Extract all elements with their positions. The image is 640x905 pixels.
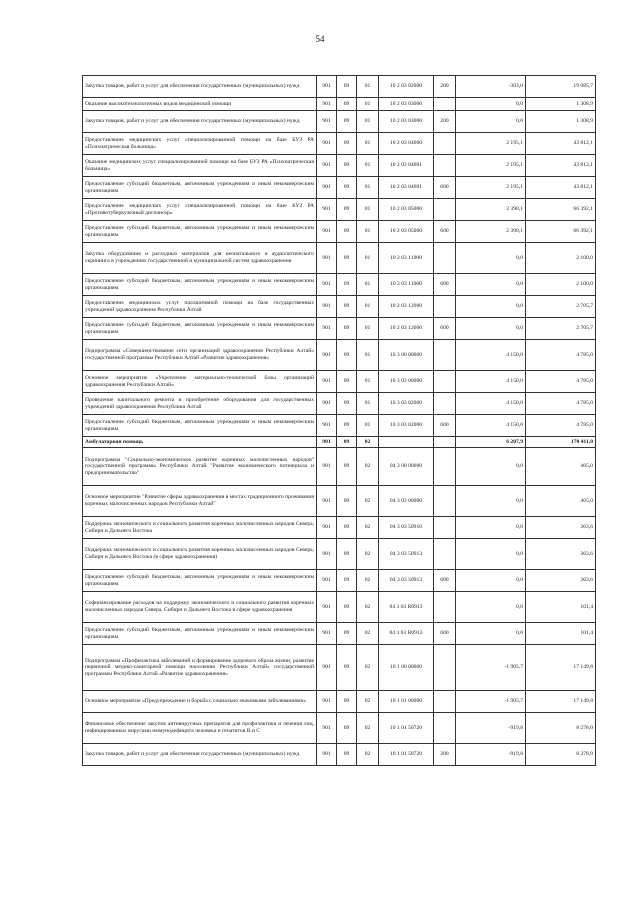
section-code: 09 [337, 713, 357, 744]
expense-type-code: 600 [434, 623, 456, 645]
item-name: Основное мероприятие "Развитие сферы здравоохранения в местах традиционного проживания коренных малочисленных народов Республики Алтай" [83, 486, 317, 517]
target-article-code: 10 2 03 04000 [379, 133, 434, 155]
subsection-code: 01 [357, 133, 379, 155]
item-name: Предоставление субсидий бюджетным, автономным учреждениям и иным некоммерческим организациям [83, 623, 317, 645]
total-amount: 66 392,1 [526, 221, 596, 243]
subsection-code: 01 [357, 296, 379, 318]
item-name: Проведение капитального ремонта и приобретение оборудования для государственных учреждений здравоохранения Республики Алтай [83, 393, 317, 415]
expense-type-code [434, 371, 456, 393]
grbs-code: 901 [317, 76, 337, 98]
expense-type-code: 200 [434, 744, 456, 766]
table-body [83, 76, 596, 766]
section-code: 09 [337, 517, 357, 539]
item-name: Амбулаторная помощь [83, 437, 317, 448]
item-name: Подпрограмма «Профилактика заболеваний и формирование здорового образа жизни, развитие первичной медико-санитарной помощи населению Республики Алтай» государственной программы Республики Алтай «Развитие здравоохранения» [83, 645, 317, 691]
grbs-code: 901 [317, 371, 337, 393]
grbs-code: 901 [317, 691, 337, 713]
grbs-code: 901 [317, 486, 337, 517]
expense-type-code: 600 [434, 177, 456, 199]
table-row [83, 155, 596, 177]
subsection-code: 01 [357, 111, 379, 133]
table-row [83, 645, 596, 691]
expense-type-code: 200 [434, 76, 456, 98]
target-article-code: 10 2 03 12000 [379, 318, 434, 340]
table-row [83, 691, 596, 713]
grbs-code: 901 [317, 199, 337, 221]
section-code: 09 [337, 645, 357, 691]
total-amount: 2 705,7 [526, 296, 596, 318]
table-row [83, 318, 596, 340]
subsection-code: 02 [357, 448, 379, 486]
change-amount: -303,0 [456, 76, 526, 98]
total-amount: 4 785,0 [526, 371, 596, 393]
section-code: 09 [337, 155, 357, 177]
total-amount: 4 785,0 [526, 340, 596, 371]
item-name: Предоставление субсидий бюджетным, автономным учреждениям и иным некоммерческим организациям [83, 221, 317, 243]
subsection-code: 01 [357, 274, 379, 296]
target-article-code: 10 2 03 11000 [379, 274, 434, 296]
target-article-code: 10 2 03 02000 [379, 76, 434, 98]
subsection-code: 02 [357, 539, 379, 570]
total-amount: 363,6 [526, 539, 596, 570]
expense-type-code [434, 98, 456, 111]
grbs-code: 901 [317, 744, 337, 766]
section-code: 09 [337, 133, 357, 155]
item-name: Предоставление субсидий бюджетным, автономным учреждениям и иным некоммерческим организациям [83, 318, 317, 340]
table-row [83, 340, 596, 371]
expense-type-code: 600 [434, 221, 456, 243]
change-amount: 0,0 [456, 517, 526, 539]
grbs-code: 901 [317, 570, 337, 592]
grbs-code: 901 [317, 415, 337, 437]
expense-type-code [434, 133, 456, 155]
table-row [83, 713, 596, 744]
total-amount: 8 278,0 [526, 713, 596, 744]
subsection-code: 01 [357, 243, 379, 274]
change-amount: -1 905,7 [456, 691, 526, 713]
target-article-code: 10 2 03 04001 [379, 155, 434, 177]
grbs-code: 901 [317, 592, 337, 623]
total-amount: 2 705,7 [526, 318, 596, 340]
subsection-code: 01 [357, 371, 379, 393]
subsection-code: 01 [357, 199, 379, 221]
subsection-code: 01 [357, 340, 379, 371]
table-row [83, 371, 596, 393]
change-amount: 2 390,1 [456, 199, 526, 221]
change-amount: -919,8 [456, 744, 526, 766]
change-amount: 0,0 [456, 592, 526, 623]
page-number: 54 [315, 34, 325, 44]
total-amount: 465,0 [526, 448, 596, 486]
subsection-code: 01 [357, 98, 379, 111]
grbs-code: 901 [317, 448, 337, 486]
table-row [83, 744, 596, 766]
total-amount: 1 308,9 [526, 111, 596, 133]
subsection-code: 01 [357, 76, 379, 98]
change-amount: 2 390,1 [456, 221, 526, 243]
table-row [83, 76, 596, 98]
table-row [83, 448, 596, 486]
section-code: 09 [337, 539, 357, 570]
expense-type-code [434, 243, 456, 274]
grbs-code: 901 [317, 645, 337, 691]
expense-type-code [434, 393, 456, 415]
grbs-code: 901 [317, 318, 337, 340]
grbs-code: 901 [317, 98, 337, 111]
total-amount: 8 278,0 [526, 744, 596, 766]
target-article-code: 10 3 03 02000 [379, 393, 434, 415]
section-code: 09 [337, 415, 357, 437]
expense-type-code [434, 296, 456, 318]
expense-type-code [434, 713, 456, 744]
grbs-code: 901 [317, 623, 337, 645]
item-name: Предоставление субсидий бюджетным, автономным учреждениям и иным некоммерческим организациям [83, 274, 317, 296]
item-name: Оказание медицинских услуг специализированной помощи на базе БУЗ РА «Психиатрическая больница» [83, 155, 317, 177]
section-code: 09 [337, 274, 357, 296]
section-code: 09 [337, 691, 357, 713]
section-code: 09 [337, 744, 357, 766]
grbs-code: 901 [317, 133, 337, 155]
budget-table [82, 75, 596, 766]
subsection-code: 02 [357, 691, 379, 713]
table-row [83, 177, 596, 199]
expense-type-code: 600 [434, 318, 456, 340]
change-amount: 0,0 [456, 448, 526, 486]
change-amount: -919,8 [456, 713, 526, 744]
total-amount: 2 100,0 [526, 274, 596, 296]
section-code: 09 [337, 98, 357, 111]
total-amount: 43 812,1 [526, 133, 596, 155]
grbs-code: 901 [317, 111, 337, 133]
table-row [83, 221, 596, 243]
target-article-code: 10 1 01 00000 [379, 691, 434, 713]
grbs-code: 901 [317, 177, 337, 199]
item-name: Предоставление медицинских услуг специализированной помощи на базе БУЗ РА «Противотуберкулезный диспансер» [83, 199, 317, 221]
expense-type-code [434, 539, 456, 570]
item-name: Основное мероприятие «Предупреждение и борьба с социально значимыми заболеваниями» [83, 691, 317, 713]
grbs-code: 901 [317, 221, 337, 243]
total-amount: 4 785,0 [526, 393, 596, 415]
target-article-code: 10 2 03 03000 [379, 111, 434, 133]
table-row [83, 539, 596, 570]
expense-type-code: 600 [434, 570, 456, 592]
subsection-code: 01 [357, 393, 379, 415]
total-amount: 170 411,8 [526, 437, 596, 448]
item-name: Финансовое обеспечение закупок антивирусных препаратов для профилактики и лечения лиц, инфицированных вирусами иммунодефицита человека и гепатитов В и С [83, 713, 317, 744]
grbs-code: 901 [317, 155, 337, 177]
subsection-code: 02 [357, 744, 379, 766]
expense-type-code [434, 340, 456, 371]
subsection-code: 02 [357, 517, 379, 539]
table-row [83, 486, 596, 517]
subsection-code: 02 [357, 623, 379, 645]
target-article-code: 04 3 03 R0913 [379, 623, 434, 645]
table-row [83, 393, 596, 415]
expense-type-code [434, 592, 456, 623]
table-row [83, 437, 596, 448]
grbs-code: 901 [317, 296, 337, 318]
change-amount: 0,0 [456, 318, 526, 340]
expense-type-code [434, 155, 456, 177]
item-name: Закупка товаров, работ и услуг для обеспечения государственных (муниципальных) нужд [83, 111, 317, 133]
section-code: 09 [337, 437, 357, 448]
table-row [83, 296, 596, 318]
change-amount: 0,0 [456, 274, 526, 296]
item-name: Софинансирование расходов на поддержку экономического и социального развития коренных малочисленных народов Севера, Сибири и Дальнего Востока в сфере здравоохранения [83, 592, 317, 623]
target-article-code: 10 1 00 00000 [379, 645, 434, 691]
item-name: Закупка оборудования и расходных материалов для неонатального и аудиологического скрининга в учреждениях государственной и муниципальной систем здравоохранения [83, 243, 317, 274]
table-row [83, 199, 596, 221]
item-name: Предоставление субсидий бюджетным, автономным учреждениям и иным некоммерческим организациям [83, 415, 317, 437]
total-amount: 19 085,7 [526, 76, 596, 98]
expense-type-code [434, 448, 456, 486]
change-amount: 0,0 [456, 296, 526, 318]
change-amount: 0,0 [456, 111, 526, 133]
total-amount: 465,0 [526, 486, 596, 517]
change-amount: 4 150,0 [456, 415, 526, 437]
target-article-code: 10 3 03 02000 [379, 415, 434, 437]
subsection-code: 01 [357, 221, 379, 243]
total-amount: 66 392,1 [526, 199, 596, 221]
target-article-code: 04 3 00 00000 [379, 448, 434, 486]
subsection-code: 02 [357, 437, 379, 448]
expense-type-code [434, 517, 456, 539]
section-code: 09 [337, 393, 357, 415]
expense-type-code [434, 691, 456, 713]
section-code: 09 [337, 76, 357, 98]
section-code: 09 [337, 486, 357, 517]
item-name: Основное мероприятие «Укрепление материально-технической базы организаций здравоохранения Республики Алтай» [83, 371, 317, 393]
subsection-code: 02 [357, 645, 379, 691]
section-code: 09 [337, 623, 357, 645]
grbs-code: 901 [317, 713, 337, 744]
item-name: Предоставление субсидий бюджетным, автономным учреждениям и иным некоммерческим организациям [83, 570, 317, 592]
grbs-code: 901 [317, 437, 337, 448]
section-code: 09 [337, 318, 357, 340]
target-article-code: 10 2 03 05000 [379, 199, 434, 221]
item-name: Предоставление субсидий бюджетным, автономным учреждениям и иным некоммерческим организациям [83, 177, 317, 199]
section-code: 09 [337, 111, 357, 133]
expense-type-code [434, 437, 456, 448]
target-article-code: 10 2 03 04001 [379, 177, 434, 199]
subsection-code: 01 [357, 318, 379, 340]
grbs-code: 901 [317, 517, 337, 539]
section-code: 09 [337, 371, 357, 393]
item-name: Поддержка экономического и социального развития коренных малочисленных народов Севера, Сибири и Дальнего Востока [83, 517, 317, 539]
target-article-code: 04 3 03 50913 [379, 570, 434, 592]
total-amount: 17 149,8 [526, 645, 596, 691]
subsection-code: 01 [357, 415, 379, 437]
table-row [83, 570, 596, 592]
grbs-code: 901 [317, 340, 337, 371]
total-amount: 43 812,1 [526, 155, 596, 177]
expense-type-code: 200 [434, 111, 456, 133]
item-name: Закупка товаров, работ и услуг для обеспечения государственных (муниципальных) нужд [83, 744, 317, 766]
change-amount: 0,0 [456, 98, 526, 111]
item-name: Оказание высокотехнологичных видов медицинской помощи [83, 98, 317, 111]
table-row [83, 243, 596, 274]
total-amount: 363,6 [526, 570, 596, 592]
section-code: 09 [337, 199, 357, 221]
section-code: 09 [337, 243, 357, 274]
table-row [83, 111, 596, 133]
target-article-code: 10 2 03 03000 [379, 98, 434, 111]
table-row [83, 98, 596, 111]
target-article-code: 04 3 03 50913 [379, 539, 434, 570]
total-amount: 4 785,0 [526, 415, 596, 437]
target-article-code: 10 2 03 05000 [379, 221, 434, 243]
subsection-code: 02 [357, 713, 379, 744]
change-amount: 0,0 [456, 243, 526, 274]
table-row [83, 517, 596, 539]
item-name: Поддержка экономического и социального развития коренных малочисленных народов Севера, Сибири и Дальнего Востока (в сфере здравоохранения) [83, 539, 317, 570]
change-amount: -1 905,7 [456, 645, 526, 691]
section-code: 09 [337, 221, 357, 243]
table-row [83, 623, 596, 645]
item-name: Закупка товаров, работ и услуг для обеспечения государственных (муниципальных) нужд [83, 76, 317, 98]
target-article-code: 10 2 03 12000 [379, 296, 434, 318]
grbs-code: 901 [317, 243, 337, 274]
table-row [83, 592, 596, 623]
section-code: 09 [337, 592, 357, 623]
expense-type-code: 600 [434, 415, 456, 437]
subsection-code: 01 [357, 177, 379, 199]
total-amount: 2 100,0 [526, 243, 596, 274]
item-name: Подпрограмма "Социально-экономическое развитие коренных малочисленных народов" государственной программы Республики Алтай "Развитие экономического потенциала и предпринимательства" [83, 448, 317, 486]
subsection-code: 02 [357, 486, 379, 517]
grbs-code: 901 [317, 274, 337, 296]
expense-type-code [434, 486, 456, 517]
change-amount: 4 150,0 [456, 371, 526, 393]
table-row [83, 274, 596, 296]
change-amount: 2 195,1 [456, 133, 526, 155]
total-amount: 101,4 [526, 623, 596, 645]
change-amount: 2 195,1 [456, 177, 526, 199]
target-article-code: 04 3 03 00000 [379, 486, 434, 517]
section-code: 09 [337, 448, 357, 486]
target-article-code: 10 3 03 00000 [379, 371, 434, 393]
total-amount: 43 812,1 [526, 177, 596, 199]
change-amount: 0,0 [456, 623, 526, 645]
change-amount: 0,0 [456, 570, 526, 592]
grbs-code: 901 [317, 539, 337, 570]
section-code: 09 [337, 177, 357, 199]
target-article-code: 10 1 01 50720 [379, 744, 434, 766]
change-amount: 6 207,9 [456, 437, 526, 448]
change-amount: 4 150,0 [456, 393, 526, 415]
expense-type-code [434, 645, 456, 691]
item-name: Предоставление медицинских услуг паллиативной помощи на базе государственных учреждений здравоохранения Республики Алтай [83, 296, 317, 318]
change-amount: 0,0 [456, 486, 526, 517]
target-article-code [379, 437, 434, 448]
total-amount: 17 149,8 [526, 691, 596, 713]
change-amount: 4 150,0 [456, 340, 526, 371]
item-name: Предоставление медицинских услуг специализированной помощи на базе БУЗ РА «Психиатрическая больница» [83, 133, 317, 155]
subsection-code: 02 [357, 592, 379, 623]
target-article-code: 10 1 01 50720 [379, 713, 434, 744]
target-article-code: 04 3 03 R0913 [379, 592, 434, 623]
subsection-code: 02 [357, 570, 379, 592]
change-amount: 2 195,1 [456, 155, 526, 177]
total-amount: 363,6 [526, 517, 596, 539]
section-code: 09 [337, 340, 357, 371]
subsection-code: 01 [357, 155, 379, 177]
grbs-code: 901 [317, 393, 337, 415]
section-code: 09 [337, 570, 357, 592]
target-article-code: 10 2 03 11000 [379, 243, 434, 274]
total-amount: 1 308,9 [526, 98, 596, 111]
expense-type-code [434, 199, 456, 221]
expense-type-code: 600 [434, 274, 456, 296]
item-name: Подпрограмма «Совершенствование сети организаций здравоохранения Республики Алтай» государственной программы Республики Алтай «Развитие здравоохранения» [83, 340, 317, 371]
section-code: 09 [337, 296, 357, 318]
target-article-code: 04 3 03 50910 [379, 517, 434, 539]
change-amount: 0,0 [456, 539, 526, 570]
table-row [83, 415, 596, 437]
total-amount: 101,4 [526, 592, 596, 623]
table-row [83, 133, 596, 155]
target-article-code: 10 3 00 00000 [379, 340, 434, 371]
